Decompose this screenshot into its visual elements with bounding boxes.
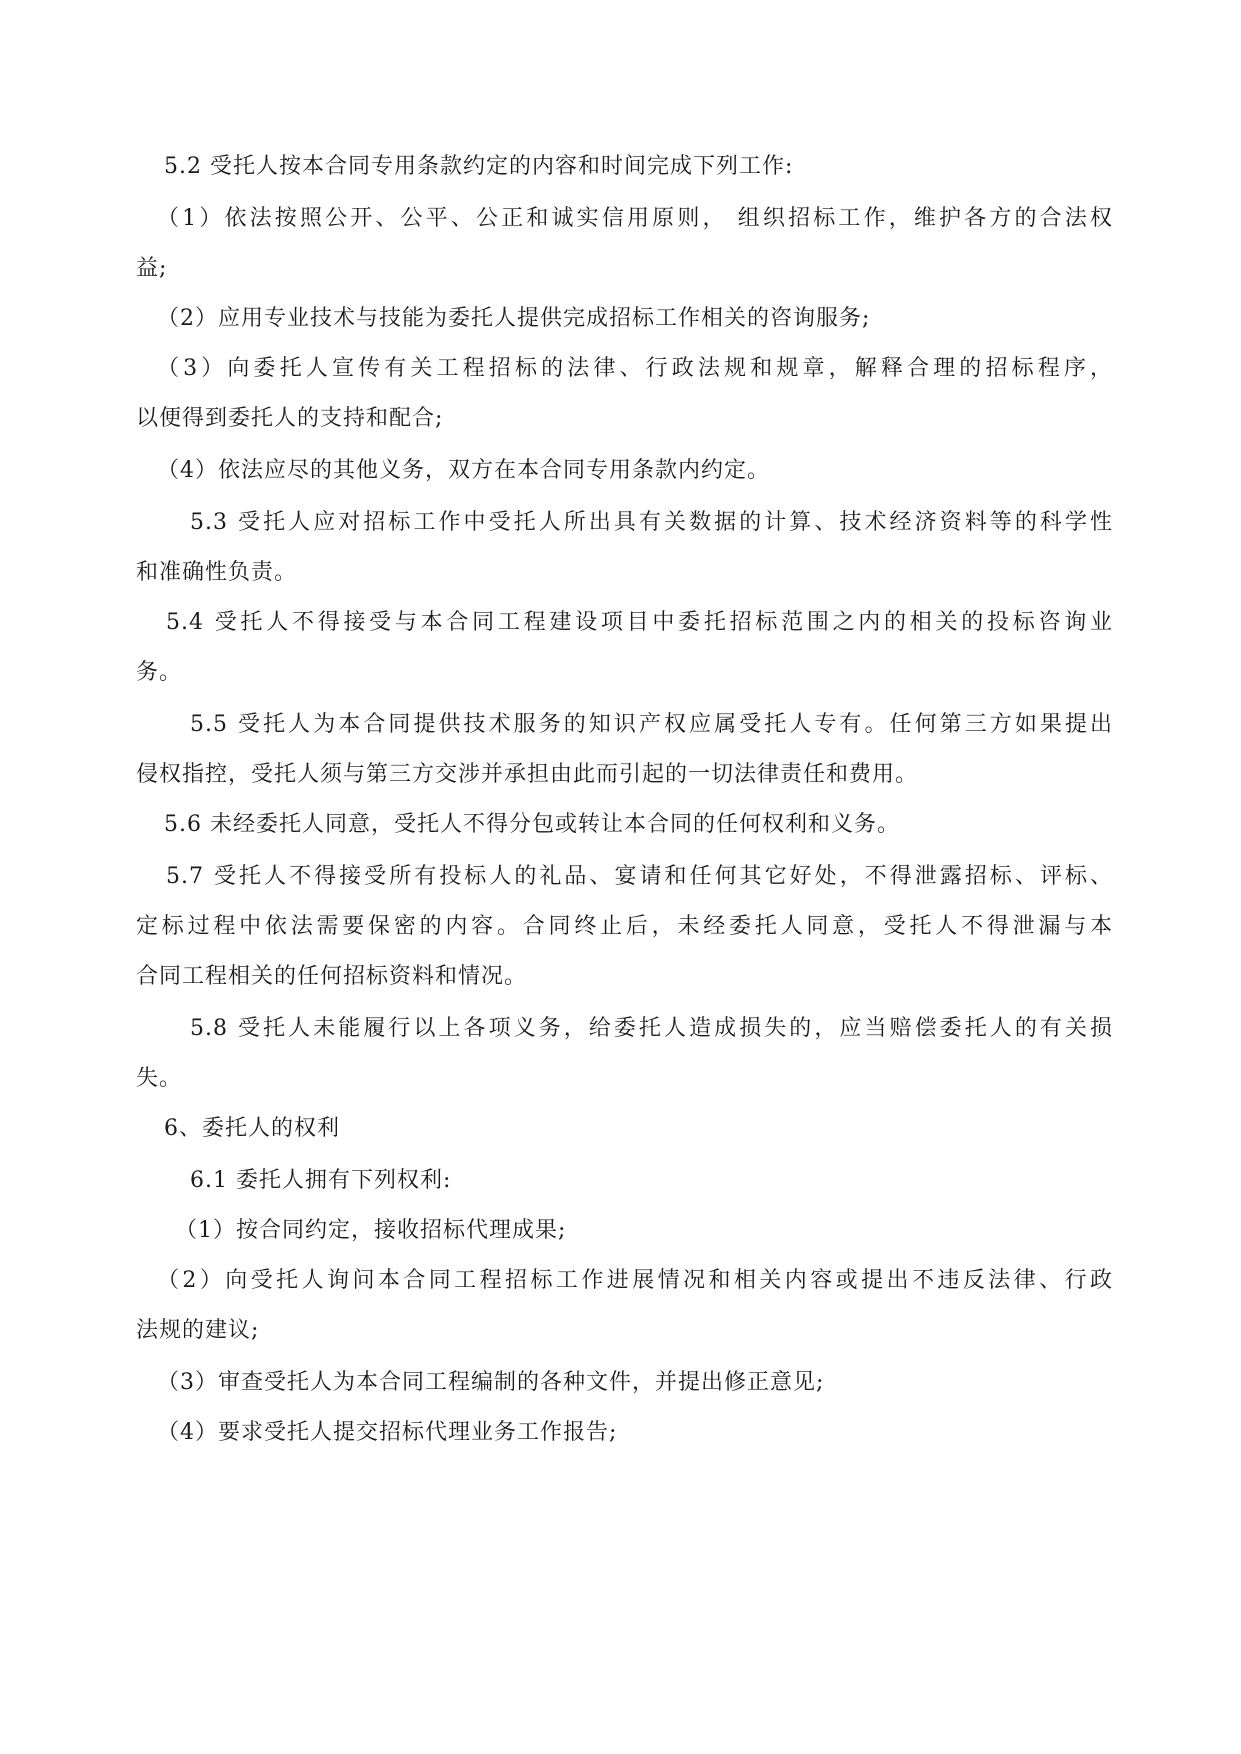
clause-5-5-cont: 侵权指控，受托人须与第三方交涉并承担由此而引起的一切法律责任和费用。 <box>136 762 919 787</box>
section-6-heading: 6、委托人的权利 <box>164 1116 340 1141</box>
clause-5-2-item-4: （4）依法应尽的其他义务，双方在本合同专用条款内约定。 <box>157 458 770 483</box>
clause-6-1-item-1: （1）按合同约定，接收招标代理成果; <box>175 1218 567 1243</box>
clause-5-2-item-2: （2）应用专业技术与技能为委托人提供完成招标工作相关的咨询服务; <box>157 306 871 331</box>
clause-5-7-cont-1: 定标过程中依法需要保密的内容。合同终止后，未经委托人同意，受托人不得泄漏与本 <box>136 914 1113 939</box>
clause-6-1-item-4: （4）要求受托人提交招标代理业务工作报告; <box>157 1420 618 1445</box>
clause-6-1-item-2: （2）向受托人询问本合同工程招标工作进展情况和相关内容或提出不违反法律、行政 <box>157 1268 1113 1293</box>
clause-6-1-item-3: （3）审查受托人为本合同工程编制的各种文件，并提出修正意见; <box>157 1370 825 1395</box>
clause-5-7: 5.7 受托人不得接受所有投标人的礼品、宴请和任何其它好处，不得泄露招标、评标、 <box>166 864 1113 889</box>
clause-6-1-heading: 6.1 委托人拥有下列权利: <box>190 1168 452 1193</box>
clause-5-8: 5.8 受托人未能履行以上各项义务，给委托人造成损失的，应当赔偿委托人的有关损 <box>190 1016 1113 1041</box>
clause-5-2-item-1: （1）依法按照公开、公平、公正和诚实信用原则， 组织招标工作，维护各方的合法权 <box>157 206 1113 231</box>
clause-5-8-cont: 失。 <box>136 1066 183 1091</box>
clause-5-5: 5.5 受托人为本合同提供技术服务的知识产权应属受托人专有。任何第三方如果提出 <box>190 712 1113 737</box>
clause-5-4-cont: 务。 <box>136 660 183 685</box>
clause-5-2-item-1-cont: 益; <box>136 256 168 281</box>
clause-5-2-heading: 5.2 受托人按本合同专用条款约定的内容和时间完成下列工作: <box>164 154 794 179</box>
clause-5-4: 5.4 受托人不得接受与本合同工程建设项目中委托招标范围之内的相关的投标咨询业 <box>166 610 1113 635</box>
clause-5-3: 5.3 受托人应对招标工作中受托人所出具有关数据的计算、技术经济资料等的科学性 <box>190 510 1113 535</box>
clause-6-1-item-2-cont: 法规的建议; <box>136 1318 260 1343</box>
clause-5-2-item-3-cont: 以便得到委托人的支持和配合; <box>136 406 444 431</box>
clause-5-3-cont: 和准确性负责。 <box>136 560 298 585</box>
clause-5-2-item-3: （3）向委托人宣传有关工程招标的法律、行政法规和规章，解释合理的招标程序， <box>157 356 1113 381</box>
clause-5-6: 5.6 未经委托人同意，受托人不得分包或转让本合同的任何权利和义务。 <box>164 812 900 837</box>
clause-5-7-cont-2: 合同工程相关的任何招标资料和情况。 <box>136 964 528 989</box>
